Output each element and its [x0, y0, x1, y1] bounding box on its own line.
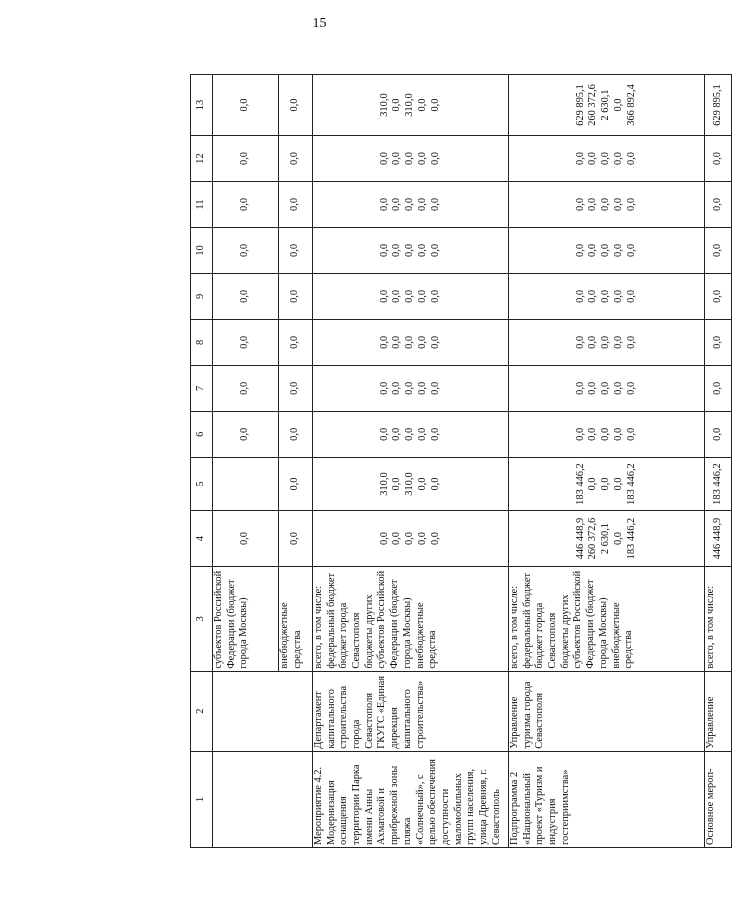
value-stack: 446 448,9 260 372,6 2 630,1 0,0 183 446,2 — [509, 511, 705, 567]
value-stack: 0,0 0,0 0,0 0,0 0,0 — [313, 365, 509, 411]
value-cell: 0,0 — [279, 319, 313, 365]
value-cell: 0,0 — [213, 411, 279, 457]
value-stack: 0,0 0,0 0,0 0,0 0,0 — [509, 136, 705, 182]
value-stack: 0,0 0,0 0,0 0,0 0,0 — [509, 411, 705, 457]
value-cell: 0,0 — [213, 511, 279, 567]
value-cell: 0,0 — [705, 365, 732, 411]
value-cell: 0,0 — [705, 411, 732, 457]
column-number: 10 — [191, 227, 213, 273]
value-stack: 0,0 0,0 0,0 0,0 0,0 — [313, 511, 509, 567]
executor-cell: Департамент капитального строительства города Севастополя ГКУГС «Единая дирекция капитального строительства» — [313, 671, 509, 751]
column-number: 7 — [191, 365, 213, 411]
value-cell — [213, 457, 279, 510]
value-cell: 0,0 — [279, 181, 313, 227]
column-number: 8 — [191, 319, 213, 365]
value-stack: 0,0 0,0 0,0 0,0 0,0 — [509, 273, 705, 319]
value-stack: 310,0 0,0 310,0 0,0 0,0 — [313, 457, 509, 510]
column-number: 11 — [191, 181, 213, 227]
value-stack: 183 446,2 0,0 0,0 0,0 183 446,2 — [509, 457, 705, 510]
budget-table — [190, 74, 732, 848]
measure-name-cell: Подпрограмма 2 «Национальный проект «Туризм и индустрия гостеприимства» — [509, 751, 705, 847]
funding-source-cell: субъектов Российской Федерации (бюджет города Москвы) — [213, 566, 279, 671]
measure-name-cell: Основное мероп- — [705, 751, 732, 847]
value-cell: 0,0 — [213, 136, 279, 182]
column-number-row — [191, 75, 213, 848]
table-row — [213, 75, 279, 848]
measure-name-cell — [213, 751, 313, 847]
column-number: 2 — [191, 671, 213, 751]
column-number: 5 — [191, 457, 213, 510]
column-number: 13 — [191, 75, 213, 136]
executor-cell: Управление туризма города Севастополя — [509, 671, 705, 751]
value-cell: 0,0 — [279, 365, 313, 411]
value-cell: 0,0 — [213, 319, 279, 365]
table-row — [313, 75, 509, 848]
executor-cell — [213, 671, 313, 751]
value-cell: 0,0 — [279, 457, 313, 510]
value-stack: 0,0 0,0 0,0 0,0 0,0 — [313, 273, 509, 319]
value-stack: 629 895,1 260 372,6 2 630,1 0,0 366 892,4 — [509, 75, 705, 136]
executor-cell: Управление — [705, 671, 732, 751]
column-number: 3 — [191, 566, 213, 671]
column-number: 4 — [191, 511, 213, 567]
column-number: 9 — [191, 273, 213, 319]
value-stack: 0,0 0,0 0,0 0,0 0,0 — [313, 181, 509, 227]
value-cell: 0,0 — [213, 181, 279, 227]
value-stack: 0,0 0,0 0,0 0,0 0,0 — [509, 181, 705, 227]
column-number: 12 — [191, 136, 213, 182]
funding-source-cell: всего, в том числе: федеральный бюджет бюджет города Севастополя бюджеты других субъектов Российской Федерации (бюджет города Москвы) внебюджетные средства — [509, 566, 705, 671]
value-cell: 0,0 — [705, 273, 732, 319]
value-cell: 0,0 — [279, 75, 313, 136]
value-cell: 0,0 — [279, 136, 313, 182]
value-stack: 0,0 0,0 0,0 0,0 0,0 — [509, 365, 705, 411]
value-stack: 0,0 0,0 0,0 0,0 0,0 — [509, 319, 705, 365]
measure-name-cell: Мероприятие 4.2. Модернизация оснащения территории Парка имени Анны Ахматовой и прибрежной зоны пляжа «Солнечный», с целью обеспечения доступности маломобильных групп населения, улица Древняя, г. Севастополь — [313, 751, 509, 847]
rotated-table-container — [190, 74, 731, 848]
column-number: 6 — [191, 411, 213, 457]
value-cell: 183 446,2 — [705, 457, 732, 510]
value-stack: 0,0 0,0 0,0 0,0 0,0 — [313, 319, 509, 365]
value-stack: 0,0 0,0 0,0 0,0 0,0 — [313, 227, 509, 273]
value-cell: 0,0 — [705, 227, 732, 273]
value-cell: 0,0 — [213, 273, 279, 319]
value-cell: 0,0 — [279, 511, 313, 567]
value-stack: 0,0 0,0 0,0 0,0 0,0 — [313, 136, 509, 182]
value-cell: 0,0 — [279, 273, 313, 319]
value-cell: 0,0 — [213, 227, 279, 273]
value-cell: 0,0 — [279, 227, 313, 273]
value-cell: 0,0 — [705, 319, 732, 365]
page-number: 15 — [312, 16, 327, 31]
value-cell: 629 895,1 — [705, 75, 732, 136]
value-cell: 446 448,9 — [705, 511, 732, 567]
value-cell: 0,0 — [213, 75, 279, 136]
table-row — [705, 75, 732, 848]
value-cell: 0,0 — [705, 181, 732, 227]
value-cell: 0,0 — [213, 365, 279, 411]
funding-source-cell: всего, в том числе: федеральный бюджет бюджет города Севастополя бюджеты других субъектов Российской Федерации (бюджет города Москвы) внебюджетные средства — [313, 566, 509, 671]
column-number: 1 — [191, 751, 213, 847]
funding-source-cell: всего, в том числе: — [705, 566, 732, 671]
value-cell: 0,0 — [705, 136, 732, 182]
table-row — [509, 75, 705, 848]
funding-source-cell: внебюджетные средства — [279, 566, 313, 671]
value-stack: 0,0 0,0 0,0 0,0 0,0 — [313, 411, 509, 457]
value-stack: 0,0 0,0 0,0 0,0 0,0 — [509, 227, 705, 273]
value-stack: 310,0 0,0 310,0 0,0 0,0 — [313, 75, 509, 136]
value-cell: 0,0 — [279, 411, 313, 457]
